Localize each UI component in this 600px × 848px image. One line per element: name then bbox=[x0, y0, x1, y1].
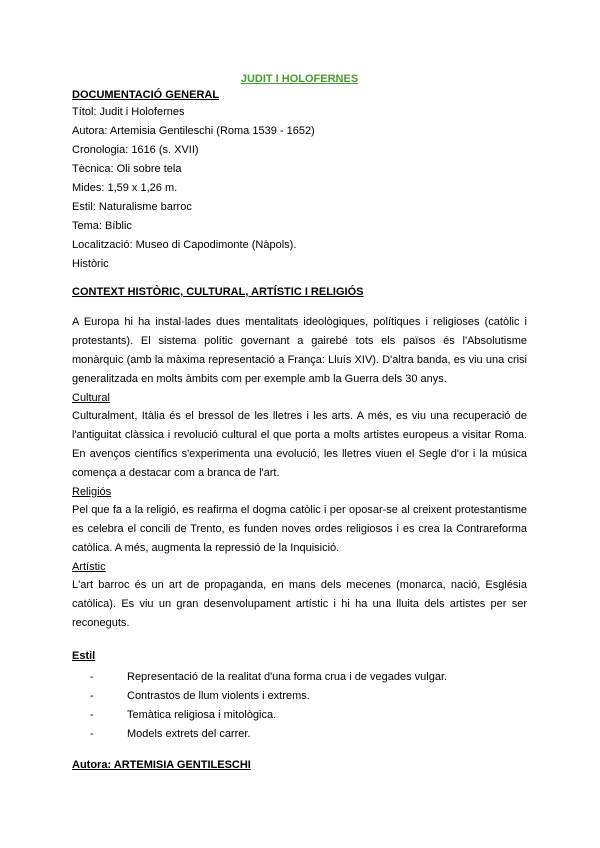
list-item: - Representació de la realitat d'una forma crua i de vegades vulgar. bbox=[90, 668, 527, 687]
list-item: - Contrastos de llum violents i extrems. bbox=[90, 687, 527, 706]
context-heading: CONTEXT HISTÒRIC, CULTURAL, ARTÍSTIC I RELIGIÓS bbox=[72, 286, 364, 298]
field-localitzacio: Localització: Museo di Capodimonte (Nàpols). bbox=[72, 239, 297, 251]
cultural-text: Culturalment, Itàlia és el bressol de les lletres i les arts. A més, es viu una recuperació de l'antiguitat clàssica i revolució cultural el que porta a molts artistes europeus a visitar Roma. En avenços científics s'experimenta una evolució, les lletres viuen el Segle d'or i la música comença a destacar com a branca de l'art. bbox=[72, 410, 527, 479]
cultural-label: Cultural bbox=[72, 392, 110, 404]
field-autora: Autora: Artemisia Gentileschi (Roma 1539 - 1652) bbox=[72, 125, 315, 137]
estil-list bbox=[72, 668, 527, 744]
field-tecnica: Tècnica: Oli sobre tela bbox=[72, 163, 182, 175]
field-mides: Mides: 1,59 x 1,26 m. bbox=[72, 182, 178, 194]
religios-text: Pel que fa a la religió, es reafirma el dogma catòlic i per oposar-se al creixent protestantisme es celebra el concili de Trento, es funden noves ordes religiosos i es crea la Contrareforma catòlica. A més, augmenta la repressió de la Inquisició. bbox=[72, 504, 527, 554]
autora-heading: Autora: ARTEMISIA GENTILESCHI bbox=[72, 759, 251, 771]
artistic-text: L'art barroc és un art de propaganda, en mans dels mecenes (monarca, nació, Església catòlica). Es viu un gran desenvolupament artístic i hi ha una lluita dels artistes per ser reconeguts. bbox=[72, 579, 527, 629]
document-title: JUDIT I HOLOFERNES bbox=[240, 73, 359, 85]
list-item: - Models extrets del carrer. bbox=[90, 725, 527, 744]
context-intro: A Europa hi ha instal·lades dues mentalitats ideològiques, polítiques i religioses (catòlic i protestants). El sistema polític governant a gairebé tots els països és l'Absolutisme monàrquic (amb la màxima representació a França: Lluís XIV). D'altra banda, es viu una crisi generalitzada en molts àmbits com per exemple amb la Guerra dels 30 anys. bbox=[72, 316, 527, 385]
estil-heading: Estil bbox=[72, 650, 96, 662]
field-tema: Tema: Bíblic bbox=[72, 220, 132, 232]
list-item: - Temàtica religiosa i mitològica. bbox=[90, 706, 527, 725]
field-titol: Títol: Judit i Holofernes bbox=[72, 106, 185, 118]
artistic-label: Artístic bbox=[72, 561, 106, 573]
religios-label: Religiós bbox=[72, 486, 112, 498]
field-cronologia: Cronologia: 1616 (s. XVII) bbox=[72, 144, 199, 156]
field-historic: Històric bbox=[72, 258, 109, 270]
general-heading: DOCUMENTACIÓ GENERAL bbox=[72, 89, 220, 101]
general-fields bbox=[72, 103, 527, 274]
field-estil: Estil: Naturalisme barroc bbox=[72, 201, 192, 213]
